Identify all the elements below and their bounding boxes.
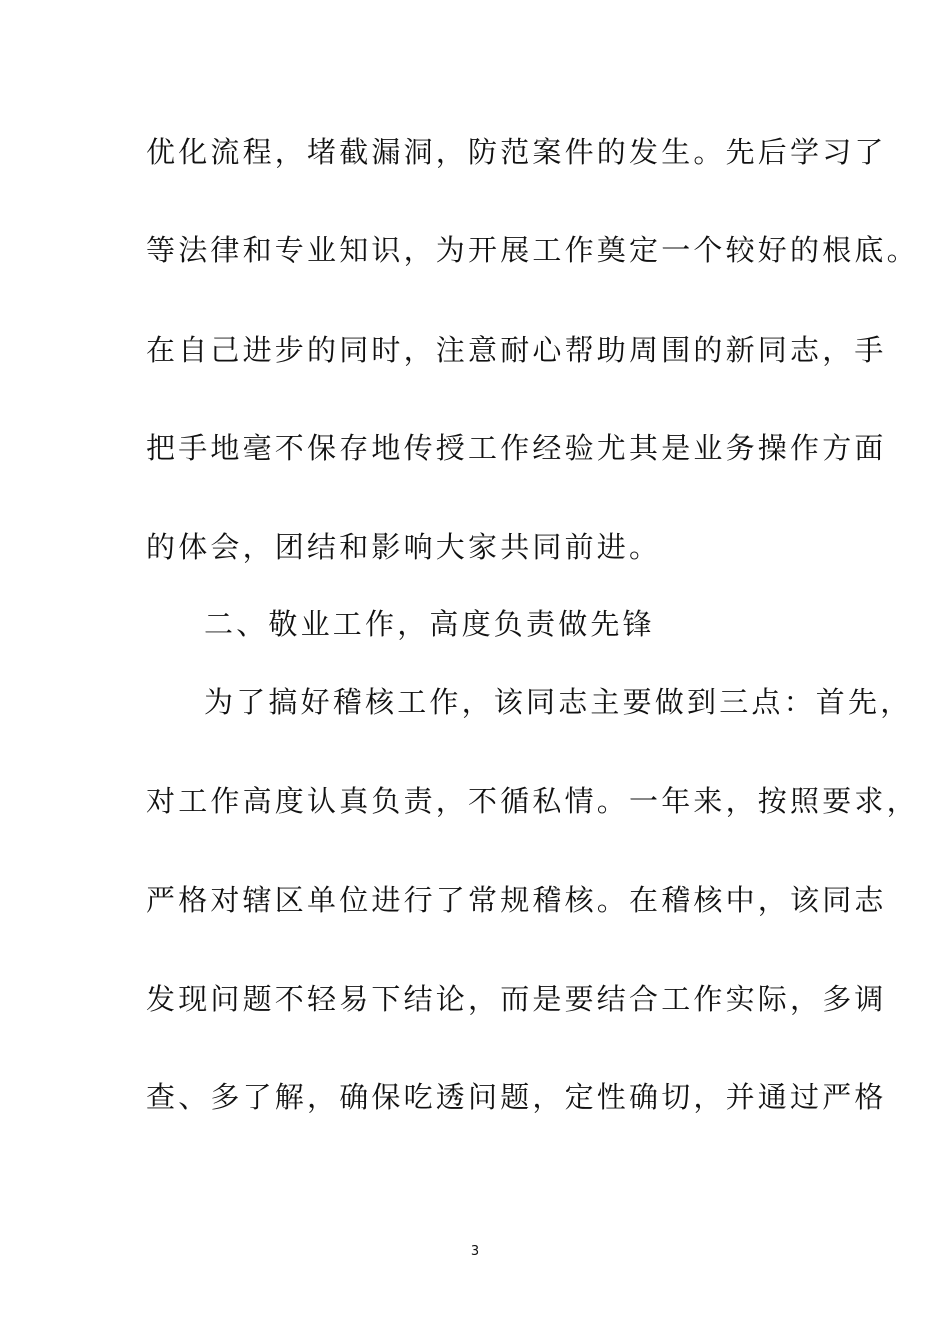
body-text-line: 把手地毫不保存地传授工作经验尤其是业务操作方面 [146, 431, 887, 465]
body-text-line: 优化流程，堵截漏洞，防范案件的发生。先后学习了 [146, 135, 887, 169]
body-text-line: 的体会，团结和影响大家共同前进。 [146, 530, 662, 564]
paragraph-first-line: 为了搞好稽核工作，该同志主要做到三点：首先， [204, 685, 913, 719]
body-text-line: 严格对辖区单位进行了常规稽核。在稽核中，该同志 [146, 883, 887, 917]
body-text-line: 对工作高度认真负责，不循私情。一年来，按照要求， [146, 784, 919, 818]
page-number: 3 [470, 1244, 480, 1259]
body-text-line: 查、多了解，确保吃透问题，定性确切，并通过严格 [146, 1080, 887, 1114]
body-text-line: 发现问题不轻易下结论，而是要结合工作实际，多调 [146, 982, 887, 1016]
body-text-line: 在自己进步的同时，注意耐心帮助周围的新同志，手 [146, 333, 887, 367]
section-heading: 二、敬业工作，高度负责做先锋 [204, 607, 655, 641]
body-text-line: 等法律和专业知识，为开展工作奠定一个较好的根底。 [146, 233, 919, 267]
